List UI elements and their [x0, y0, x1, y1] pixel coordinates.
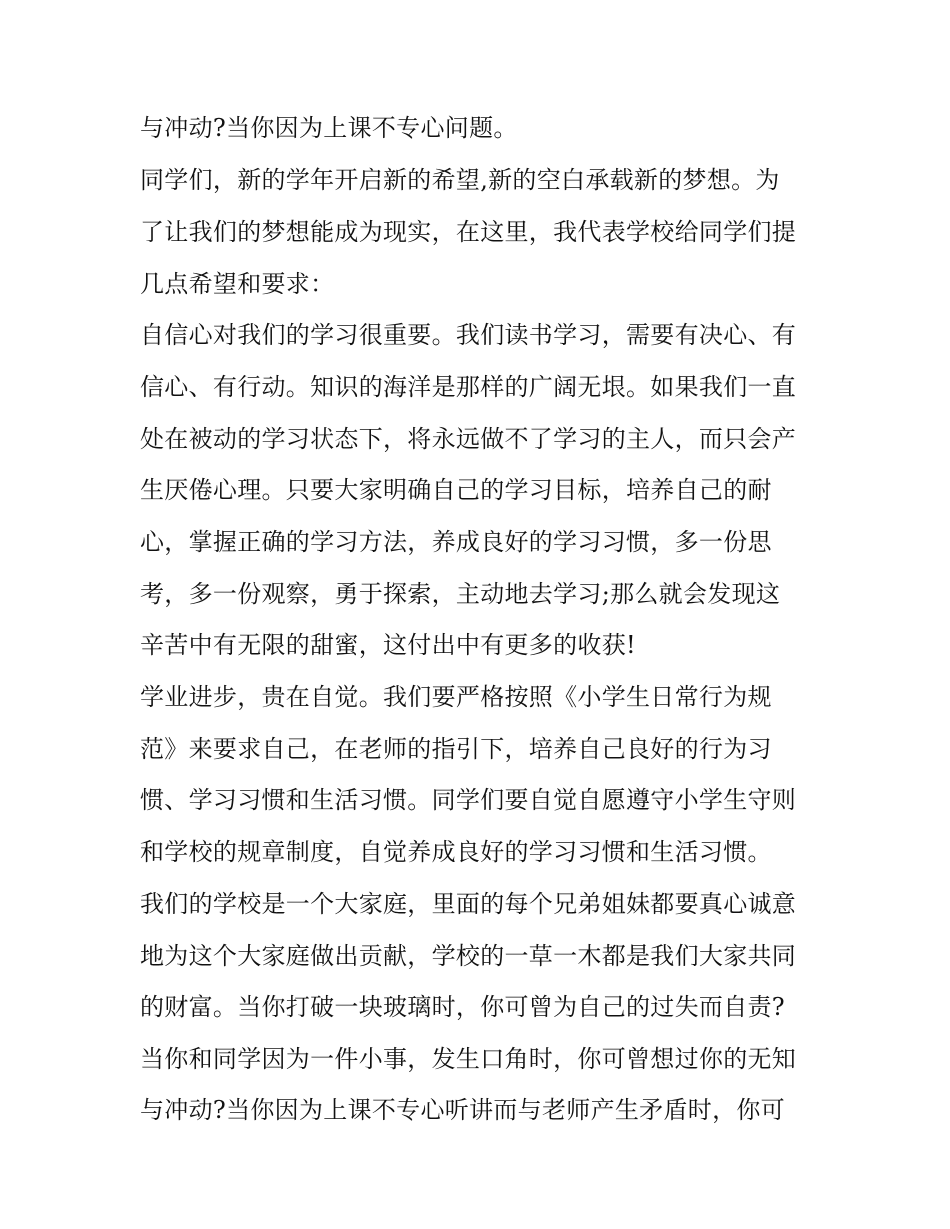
text-line: 几点希望和要求：: [140, 270, 335, 298]
text-line: 自信心对我们的学习很重要。我们读书学习，需要有决心、有: [140, 321, 797, 349]
text-line: 我们的学校是一个大家庭，里面的每个兄弟姐妹都要真心诚意: [140, 890, 797, 918]
text-line: 信心、有行动。知识的海洋是那样的广阔无垠。如果我们一直: [140, 373, 797, 401]
text-line: 同学们，新的学年开启新的希望,新的空白承载新的梦想。为: [140, 166, 780, 194]
text-line: 考，多一份观察，勇于探索，主动地去学习;那么就会发现这: [140, 580, 781, 608]
text-line: 当你和同学因为一件小事，发生口角时，你可曾想过你的无知: [140, 1045, 797, 1073]
text-line: 范》来要求自己，在老师的指引下，培养自己良好的行为习: [140, 735, 772, 763]
text-line: 处在被动的学习状态下，将永远做不了学习的主人，而只会产: [140, 425, 797, 453]
text-line: 与冲动?当你因为上课不专心问题。: [140, 114, 518, 142]
text-line: 了让我们的梦想能成为现实，在这里，我代表学校给同学们提: [140, 218, 797, 246]
text-line: 生厌倦心理。只要大家明确自己的学习目标，培养自己的耐: [140, 476, 772, 504]
text-line: 惯、学习习惯和生活习惯。同学们要自觉自愿遵守小学生守则: [140, 786, 797, 814]
text-line: 辛苦中有无限的甜蜜，这付出中有更多的收获!: [140, 631, 636, 659]
text-line: 的财富。当你打破一块玻璃时，你可曾为自己的过失而自责?: [140, 993, 785, 1021]
text-line: 学业进步，贵在自觉。我们要严格按照《小学生日常行为规: [140, 683, 772, 711]
text-line: 和学校的规章制度，自觉养成良好的学习习惯和生活习惯。: [140, 838, 772, 866]
text-line: 心，掌握正确的学习方法，养成良好的学习习惯，多一份思: [140, 528, 772, 556]
text-line: 与冲动?当你因为上课不专心听讲而与老师产生矛盾时，你可: [140, 1096, 785, 1124]
text-line: 地为这个大家庭做出贡献，学校的一草一木都是我们大家共同: [140, 942, 797, 970]
